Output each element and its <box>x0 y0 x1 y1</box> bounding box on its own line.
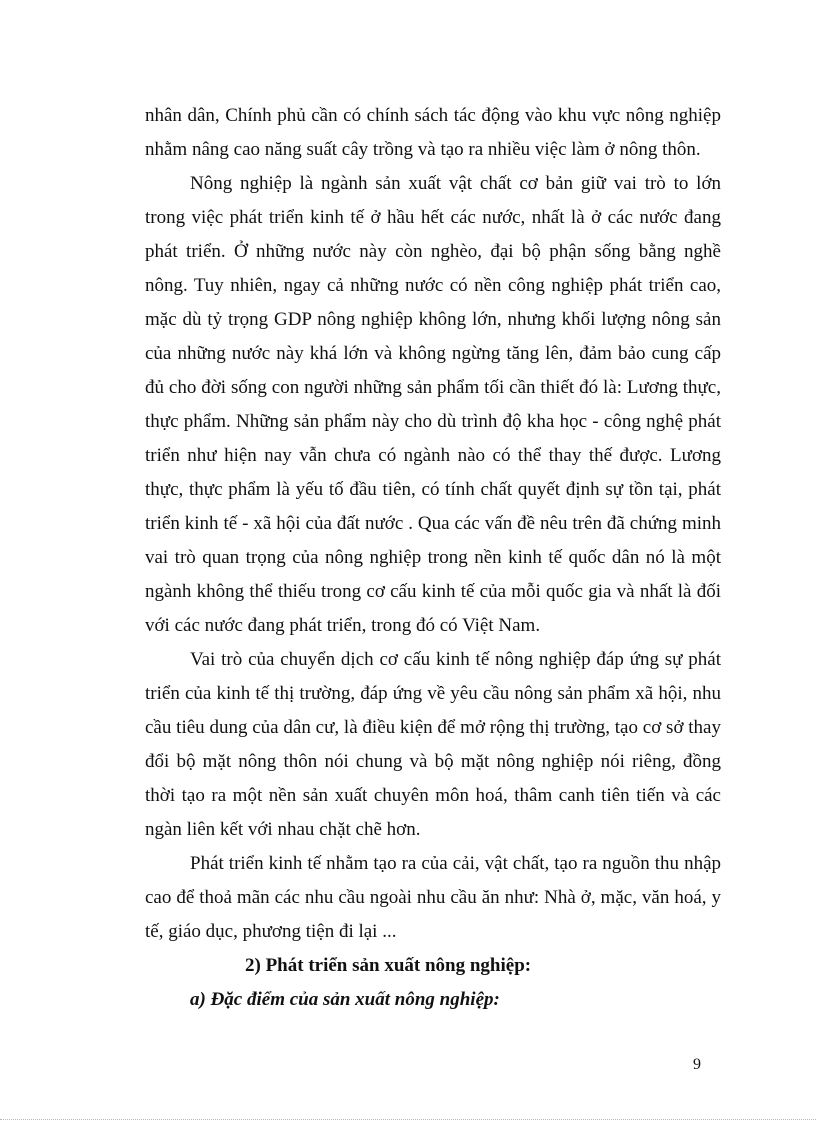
page-number: 9 <box>693 1056 701 1073</box>
paragraph-structural-shift: Vai trò của chuyển dịch cơ cấu kinh tế nông nghiệp đáp ứng sự phát triển của kinh tế thị trường, đáp ứng về yêu cầu nông sản phẩm xã hội, nhu cầu tiêu dung của dân cư, là điều kiện để mở rộng thị trường, tạo cơ sở thay đổi bộ mặt nông thôn nói chung và bộ mặt nông nghiệp nói riêng, đồng thời tạo ra một nền sản xuất chuyên môn hoá, thâm canh tiên tiến và các ngàn liên kết với nhau chặt chẽ hơn. <box>145 649 721 840</box>
subsection-heading: a) Đặc điểm của sản xuất nông nghiệp: <box>190 989 500 1010</box>
body-text <box>145 99 721 1017</box>
paragraph-agriculture-role: Nông nghiệp là ngành sản xuất vật chất cơ bản giữ vai trò to lớn trong việc phát triển kinh tế ở hầu hết các nước, nhất là ở các nước đang phát triển. Ở những nước này còn nghèo, đại bộ phận sống bằng nghề nông. Tuy nhiên, ngay cả những nước có nền công nghiệp phát triển cao, mặc dù tỷ trọng GDP nông nghiệp không lớn, nhưng khối lượng nông sản của những nước này khá lớn và không ngừng tăng lên, đảm bảo cung cấp đủ cho đời sống con người những sản phẩm tối cần thiết đó là: Lương thực, thực phẩm. Những sản phẩm này cho dù trình độ kha học - công nghệ phát triển như hiện nay vẫn chưa có ngành nào có thể thay thế được. Lương thực, thực phẩm là yếu tố đầu tiên, có tính chất quyết định sự tồn tại, phát triển kinh tế - xã hội của đất nước . Qua các vấn đề nêu trên đã chứng minh vai trò quan trọng của nông nghiệp trong nền kinh tế quốc dân nó là một ngành không thể thiếu trong cơ cấu kinh tế của mỗi quốc gia và nhất là đối với các nước đang phát triển, trong đó có Việt Nam. <box>145 173 721 636</box>
page-bottom-divider <box>0 1119 816 1120</box>
paragraph-economic-development: Phát triển kinh tế nhằm tạo ra của cải, vật chất, tạo ra nguồn thu nhập cao để thoả mãn các nhu cầu ngoài nhu cầu ăn như: Nhà ở, mặc, văn hoá, y tế, giáo dục, phương tiện đi lại ... <box>145 853 721 942</box>
paragraph-continuation: nhân dân, Chính phủ cần có chính sách tác động vào khu vực nông nghiệp nhằm nâng cao năng suất cây trồng và tạo ra nhiều việc làm ở nông thôn. <box>145 105 721 160</box>
section-heading: 2) Phát triển sản xuất nông nghiệp: <box>245 955 532 976</box>
